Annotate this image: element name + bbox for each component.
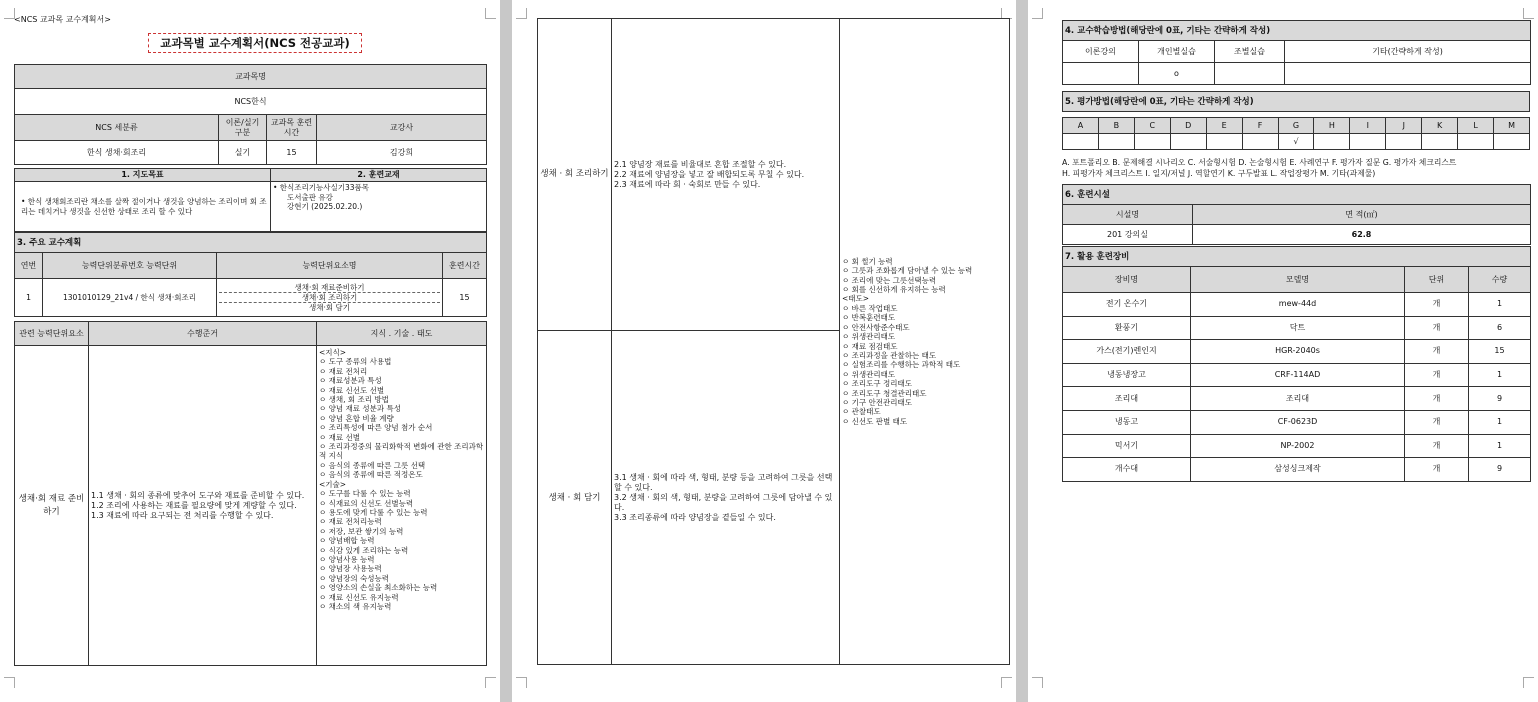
equipment-unit: 개 (1405, 293, 1469, 317)
ksa-item: 적 지식 (319, 451, 344, 461)
ksa-item: ㅇ 재료 신선도 유지능력 (319, 592, 399, 602)
equipment-qty: 1 (1469, 363, 1531, 387)
crop-mark (1001, 677, 1012, 688)
page-header: <NCS 교과목 교수계획서> (14, 15, 111, 24)
eval-section-title: 5. 평가방법(해당란에 0표, 기타는 간략하게 작성) (1063, 92, 1530, 112)
criteria-table (14, 321, 487, 666)
eval-letter: E (1206, 118, 1242, 134)
ksa-item: ㅇ 기구 안전관리태도 (842, 397, 912, 407)
equipment-row (1063, 293, 1531, 317)
plan-section-title: 3. 주요 교수계획 (15, 233, 487, 253)
goal-section-title: 1. 지도목표 (15, 169, 271, 182)
equipment-table (1062, 246, 1531, 482)
equipment-unit: 개 (1405, 434, 1469, 458)
ksa-item: ㅇ 생채, 회 조리 방법 (319, 395, 389, 405)
equipment-unit: 개 (1405, 410, 1469, 434)
eval-letter: C (1134, 118, 1170, 134)
eval-mark (1134, 134, 1170, 150)
eval-table (1062, 117, 1530, 150)
equipment-header: 장비명 (1063, 267, 1191, 293)
course-name-label: 교과목명 (15, 65, 487, 89)
crop-mark (4, 677, 15, 688)
equipment-row (1063, 316, 1531, 340)
ksa-item: ㅇ 재료 전처리 (319, 366, 368, 376)
eval-letter: F (1242, 118, 1278, 134)
ksa-item: ㅇ 그릇과 조화롭게 담아낼 수 있는 능력 (842, 266, 973, 276)
criteria-3 (612, 331, 840, 665)
plan-table (14, 232, 487, 317)
element-3: 생채 · 회 담기 (538, 331, 612, 665)
ksa-item: ㅇ 조리도구 청결관리태도 (842, 388, 927, 398)
equipment-qty: 1 (1469, 410, 1531, 434)
plan-hours: 15 (443, 279, 487, 317)
equipment-section-title: 7. 활용 훈련장비 (1063, 247, 1531, 267)
criteria-2 (612, 19, 840, 331)
eval-letter: L (1458, 118, 1494, 134)
goal-table (14, 168, 487, 232)
ksa-item: ㅇ 음식의 종류에 따른 그릇 선택 (319, 460, 426, 470)
plan-element-header: 능력단위요소명 (217, 253, 443, 279)
eval-letter: A (1063, 118, 1099, 134)
related-element-header: 관련 능력단위요소 (15, 322, 89, 346)
crop-mark (516, 8, 527, 19)
ksa-list (319, 348, 484, 611)
plan-hours-header: 훈련시간 (443, 253, 487, 279)
equipment-model: NP-2002 (1191, 434, 1405, 458)
eval-mark (1242, 134, 1278, 150)
plan-element: 생채·회 재료준비하기 (219, 283, 440, 293)
criteria-1 (89, 346, 317, 666)
ksa-item: ㅇ 실험조리를 수행하는 과학적 태도 (842, 360, 961, 370)
method-value: o (1139, 63, 1215, 85)
equipment-model: 삼성싱크제작 (1191, 458, 1405, 482)
crop-mark (1523, 8, 1534, 19)
textbook-section-title: 2. 훈련교재 (271, 169, 487, 182)
criterion: 2.1 양념장 재료를 비율대로 혼합 조절할 수 있다. (614, 159, 787, 169)
ksa-item: ㅇ 양념장 사용능력 (319, 564, 382, 574)
method-value (1215, 63, 1285, 85)
ksa-item: ㅇ 재료 점검태도 (842, 341, 898, 351)
equipment-name: 믹서기 (1063, 434, 1191, 458)
ksa-item: ㅇ 양념 재료 성분과 특성 (319, 404, 401, 414)
ksa-item: ㅇ 조리특성에 따른 양념 첨가 순서 (319, 423, 433, 433)
ksa-item: ㅇ 채소의 색 유지능력 (319, 601, 392, 611)
eval-letter: D (1170, 118, 1206, 134)
ksa-item: ㅇ 신선도 판별 태도 (842, 416, 908, 426)
equipment-model: 닥트 (1191, 316, 1405, 340)
eval-mark (1098, 134, 1134, 150)
equipment-header: 모델명 (1191, 267, 1405, 293)
eval-letter: I (1350, 118, 1386, 134)
equipment-unit: 개 (1405, 316, 1469, 340)
ksa-item: <지식> (319, 348, 347, 357)
criterion: 1.1 생채 · 회의 종류에 맞추어 도구와 재료를 준비할 수 있다. (91, 490, 305, 500)
equipment-name: 환풍기 (1063, 316, 1191, 340)
criterion: 2.3 재료에 따라 회 · 숙회로 만들 수 있다. (614, 179, 761, 189)
facility-name: 201 강의실 (1063, 225, 1193, 245)
criterion: 3.3 조리종류에 따라 양념장을 곁들일 수 있다. (614, 512, 776, 522)
criterion: 1.3 재료에 따라 요구되는 전 처리를 수행할 수 있다. (91, 510, 274, 520)
instructor-header: 교강사 (317, 115, 487, 141)
eval-mark: √ (1278, 134, 1314, 150)
ksa-item: ㅇ 재료 전처리능력 (319, 517, 382, 527)
ksa-item: ㅇ 조리에 맞는 그릇선택능력 (842, 275, 937, 285)
equipment-name: 조리대 (1063, 387, 1191, 411)
equipment-model: CRF-114AD (1191, 363, 1405, 387)
ksa-item: ㅇ 양념사용 능력 (319, 554, 375, 564)
facility-section-title: 6. 훈련시설 (1063, 185, 1531, 205)
ksa-item: ㅇ 양념장의 숙성능력 (319, 573, 389, 583)
eval-mark (1063, 134, 1099, 150)
facility-table (1062, 184, 1531, 245)
facility-header: 시설명 (1063, 205, 1193, 225)
eval-mark (1206, 134, 1242, 150)
textbook-cell (271, 182, 487, 232)
eval-letter: M (1494, 118, 1530, 134)
eval-mark (1386, 134, 1422, 150)
equipment-header: 단위 (1405, 267, 1469, 293)
course-name: NCS한식 (15, 89, 487, 115)
page-title: 교과목별 교수계획서(NCS 전공교과) (148, 33, 362, 53)
ksa-item: ㅇ 양념배합 능력 (319, 536, 375, 546)
eval-letter: G (1278, 118, 1314, 134)
ksa-item: ㅇ 조리과정을 관찰하는 태도 (842, 350, 937, 360)
document-page-3 (1028, 0, 1538, 702)
equipment-model: HGR-2040s (1191, 340, 1405, 364)
type-header: 이론/실기 구분 (219, 115, 267, 141)
ksa-item: ㅇ 위생관리태도 (842, 332, 896, 342)
ksa-item: ㅇ 식감 있게 조리하는 능력 (319, 545, 409, 555)
crop-mark (485, 8, 496, 19)
ksa-item: ㅇ 음식의 종류에 따른 적정온도 (319, 470, 423, 480)
criterion: 1.2 조리에 사용하는 재료를 필요량에 맞게 계량할 수 있다. (91, 500, 297, 510)
equipment-row (1063, 387, 1531, 411)
equipment-qty: 6 (1469, 316, 1531, 340)
equipment-name: 냉동냉장고 (1063, 363, 1191, 387)
plan-unit-header: 능력단위분류번호 능력단위 (43, 253, 217, 279)
plan-elements (217, 279, 443, 317)
facility-header: 면 적(㎡) (1193, 205, 1531, 225)
instructor-value: 김강희 (317, 141, 487, 165)
textbook-line: • 한식조리기능사실기33품목 (273, 183, 370, 192)
criterion: 3.1 생채 · 회에 따라 색, 형태, 분량 등을 고려하여 그릇을 선택할 수 있다. (614, 472, 833, 492)
ksa-cell-1 (317, 346, 487, 666)
equipment-row (1063, 410, 1531, 434)
ksa-item: ㅇ 도구 종류의 사용법 (319, 357, 392, 367)
element-2: 생채 · 회 조리하기 (538, 19, 612, 331)
eval-mark (1314, 134, 1350, 150)
equipment-qty: 1 (1469, 434, 1531, 458)
plan-no-header: 연번 (15, 253, 43, 279)
method-section-title: 4. 교수학습방법(해당란에 0표, 기타는 간략하게 작성) (1063, 21, 1531, 41)
ksa-item: ㅇ 관찰태도 (842, 407, 881, 417)
goal-text: • 한식 생채회조리란 채소를 살짝 절이거나 생것을 양념하는 조리이며 회 조리는 데치거나 생것을 신선한 상태로 조리 할 수 있다 (15, 182, 271, 232)
eval-mark (1458, 134, 1494, 150)
method-value (1063, 63, 1139, 85)
plan-no: 1 (15, 279, 43, 317)
eval-mark (1422, 134, 1458, 150)
plan-element: 생채·회 조리하기 (219, 293, 440, 303)
equipment-row (1063, 434, 1531, 458)
ksa-item: ㅇ 안전사항준수태도 (842, 322, 910, 332)
criteria-table-cont (537, 18, 1010, 665)
eval-letter: J (1386, 118, 1422, 134)
crop-mark (1032, 8, 1043, 19)
ncs-subclass-header: NCS 세분류 (15, 115, 219, 141)
ksa-item: ㅇ 회 썰기 능력 (842, 256, 893, 266)
eval-mark (1170, 134, 1206, 150)
ksa-item: ㅇ 영양소의 손실을 최소화하는 능력 (319, 583, 438, 593)
eval-title-table (1062, 91, 1530, 112)
ksa-item: ㅇ 조리과정중의 물리화학적 변화에 관한 조리과학 (319, 442, 484, 452)
ksa-item: ㅇ 조리도구 정리태도 (842, 379, 912, 389)
method-value (1285, 63, 1531, 85)
equipment-model: 조리대 (1191, 387, 1405, 411)
crop-mark (1032, 677, 1043, 688)
crop-mark (516, 677, 527, 688)
equipment-model: mew-44d (1191, 293, 1405, 317)
course-info-table (14, 64, 487, 165)
equipment-qty: 9 (1469, 387, 1531, 411)
ksa-item: ㅇ 저장, 보관 쌓기의 능력 (319, 526, 404, 536)
method-header: 이론강의 (1063, 41, 1139, 63)
ksa-item: <태도> (842, 294, 870, 304)
criteria-header: 수행준거 (89, 322, 317, 346)
ksa-item: ㅇ 반복훈련태도 (842, 313, 896, 323)
equipment-row (1063, 458, 1531, 482)
ksa-item: ㅇ 도구를 다룰 수 있는 능력 (319, 489, 411, 499)
equipment-row (1063, 363, 1531, 387)
textbook-line: 강현기 (2025.02.20.) (287, 202, 363, 211)
method-table (1062, 20, 1531, 85)
eval-letter: H (1314, 118, 1350, 134)
ksa-list (842, 257, 1007, 426)
ksa-item: ㅇ 회를 신선하게 유지하는 능력 (842, 285, 946, 295)
type-value: 실기 (219, 141, 267, 165)
eval-letter: B (1098, 118, 1134, 134)
ksa-item: <기술> (319, 479, 347, 489)
equipment-model: CF-0623D (1191, 410, 1405, 434)
method-header: 조별실습 (1215, 41, 1285, 63)
ksa-cell-2 (840, 19, 1010, 665)
equipment-row (1063, 340, 1531, 364)
hours-value: 15 (267, 141, 317, 165)
plan-element: 생채·회 담기 (309, 303, 350, 312)
equipment-qty: 15 (1469, 340, 1531, 364)
equipment-qty: 1 (1469, 293, 1531, 317)
element-1: 생채·회 재료 준비하기 (15, 346, 89, 666)
ksa-header: 지식 . 기술 . 태도 (317, 322, 487, 346)
equipment-name: 냉동고 (1063, 410, 1191, 434)
ksa-item: ㅇ 식재료의 신선도 선별능력 (319, 498, 414, 508)
criterion: 3.2 생채 · 회의 색, 형태, 분량을 고려하여 그릇에 담아낼 수 있다. (614, 492, 833, 512)
ksa-item: ㅇ 재료 선별 (319, 432, 360, 442)
eval-legend-line: A. 포트폴리오 B. 문제해결 시나리오 C. 서술형시험 D. 논술형시험 E. 사례연구 F. 평가자 질문 G. 평가자 체크리스트 (1062, 158, 1457, 167)
eval-mark (1350, 134, 1386, 150)
eval-mark (1494, 134, 1530, 150)
crop-mark (1523, 677, 1534, 688)
eval-legend-line: H. 피평가자 체크리스트 I. 일지/저널 J. 역할연기 K. 구두발표 L. 작업장평가 M. 기타(과제물) (1062, 169, 1376, 178)
method-header: 기타(간략하게 작성) (1285, 41, 1531, 63)
hours-header: 교과목 훈련시간 (267, 115, 317, 141)
equipment-qty: 9 (1469, 458, 1531, 482)
eval-legend (1062, 157, 1532, 179)
equipment-name: 개수대 (1063, 458, 1191, 482)
crop-mark (485, 677, 496, 688)
ksa-item: ㅇ 재료 신선도 선별 (319, 385, 385, 395)
ksa-item: ㅇ 위생관리태도 (842, 369, 896, 379)
document-page-1 (0, 0, 500, 702)
method-header: 개인별실습 (1139, 41, 1215, 63)
ksa-item: ㅇ 바른 작업태도 (842, 303, 898, 313)
plan-unit: 1301010129_21v4 / 한식 생채·회조리 (43, 279, 217, 317)
document-page-2 (512, 0, 1016, 702)
equipment-unit: 개 (1405, 458, 1469, 482)
eval-letter: K (1422, 118, 1458, 134)
equipment-unit: 개 (1405, 363, 1469, 387)
facility-area: 62.8 (1193, 225, 1531, 245)
ksa-item: ㅇ 용도에 맞게 다룰 수 있는 능력 (319, 507, 428, 517)
ksa-item: ㅇ 양념 혼합 비율 계량 (319, 413, 394, 423)
equipment-unit: 개 (1405, 387, 1469, 411)
ksa-item: ㅇ 재료성분과 특성 (319, 376, 382, 386)
equipment-header: 수량 (1469, 267, 1531, 293)
equipment-unit: 개 (1405, 340, 1469, 364)
criterion: 2.2 재료에 양념장을 넣고 잘 배합되도록 무칠 수 있다. (614, 169, 805, 179)
textbook-line: 도서출판 유강 (287, 192, 333, 202)
ncs-subclass-value: 한식 생채·회조리 (15, 141, 219, 165)
equipment-name: 전기 온수기 (1063, 293, 1191, 317)
equipment-name: 가스(전기)렌인지 (1063, 340, 1191, 364)
